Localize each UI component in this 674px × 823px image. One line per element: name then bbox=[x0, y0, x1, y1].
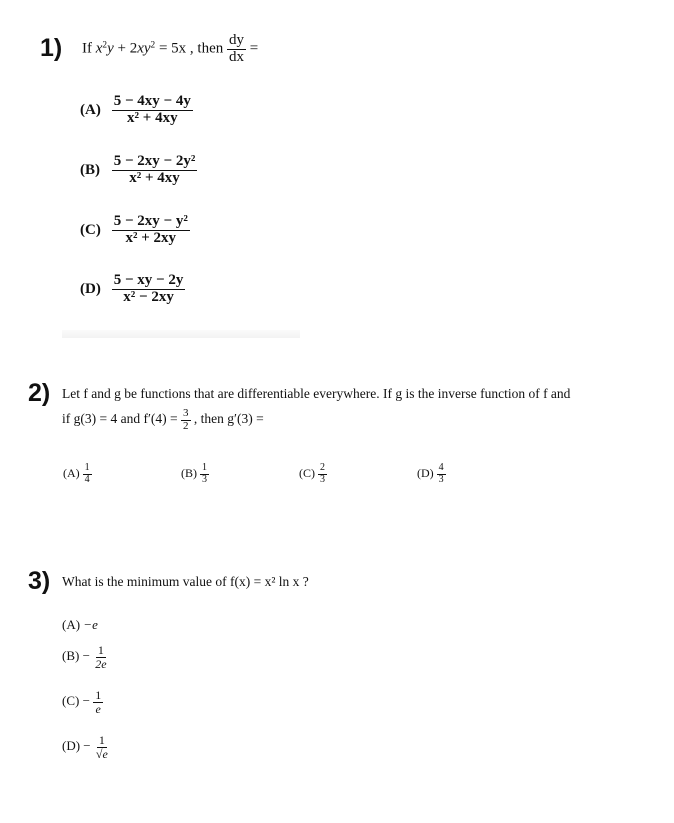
q1-option-c-num: 5 − 2xy − y² bbox=[113, 213, 188, 229]
dy-dx-fraction bbox=[227, 33, 246, 66]
q2-option-b-den: 3 bbox=[202, 473, 207, 485]
q2-option-c-den: 3 bbox=[320, 473, 325, 485]
q1-option-a-den: x² + 4xy bbox=[127, 109, 178, 126]
q3-option-d-num: 1 bbox=[98, 733, 105, 747]
q3-option-c-label: (C) bbox=[62, 693, 80, 709]
question-2-number: 2) bbox=[28, 379, 51, 407]
question-3-stem: What is the minimum value of f(x) = x² ln x ? bbox=[62, 574, 309, 589]
q2-option-a-label: (A) bbox=[63, 465, 80, 480]
q1-option-b-num: 5 − 2xy − 2y² bbox=[113, 153, 196, 169]
q2-stem-frac-num: 3 bbox=[183, 407, 189, 419]
question-3-number: 3) bbox=[28, 567, 51, 595]
q2-option-d-label: (D) bbox=[417, 465, 434, 480]
q3-option-a-value: −e bbox=[83, 617, 98, 632]
q1-option-c-label: (C) bbox=[80, 221, 101, 238]
q2-line2-b: , then g′(3) = bbox=[193, 411, 264, 427]
q1-option-c[interactable] bbox=[80, 214, 190, 247]
q3-option-b-num: 1 bbox=[97, 643, 104, 657]
q1-option-b-label: (B) bbox=[80, 161, 100, 178]
q2-option-a[interactable] bbox=[63, 463, 92, 485]
q2-option-d[interactable] bbox=[417, 463, 446, 485]
q1-option-d-den: x² − 2xy bbox=[123, 288, 174, 305]
q3-option-d-sign: − bbox=[83, 738, 91, 754]
q1-option-d-num: 5 − xy − 2y bbox=[113, 272, 184, 288]
dy-dx-num: dy bbox=[229, 32, 244, 48]
q1-stem-equation: = 5x , then bbox=[158, 40, 224, 57]
q2-option-a-den: 4 bbox=[84, 473, 90, 485]
q2-line2-a: if g(3) = 4 and f′(4) = bbox=[62, 411, 178, 427]
q3-option-c[interactable] bbox=[62, 689, 103, 715]
question-1-number: 1) bbox=[40, 34, 63, 62]
question-2-line2 bbox=[62, 408, 264, 432]
faint-divider bbox=[62, 330, 300, 338]
q2-option-c-label: (C) bbox=[299, 465, 315, 480]
q1-option-a-num: 5 − 4xy − 4y bbox=[113, 93, 191, 109]
dy-dx-den: dx bbox=[229, 48, 244, 65]
q2-stem-frac-den: 2 bbox=[183, 419, 189, 432]
q2-option-b-fraction bbox=[200, 463, 209, 485]
q2-option-d-num: 4 bbox=[438, 462, 444, 473]
q3-option-d-fraction bbox=[94, 734, 110, 760]
q3-option-c-num: 1 bbox=[95, 688, 102, 702]
q2-stem-fraction bbox=[181, 408, 191, 432]
q1-option-c-den: x² + 2xy bbox=[125, 229, 177, 246]
q2-option-c[interactable] bbox=[299, 463, 327, 485]
question-1-stem: If $x^2y + 2xy^2 = 5x$ , then $\frac{dy}{dx}$ = bbox=[82, 32, 259, 65]
q3-option-c-fraction bbox=[93, 689, 103, 715]
q1-option-c-fraction bbox=[112, 214, 190, 247]
q2-option-a-fraction bbox=[83, 463, 92, 485]
q3-option-a[interactable] bbox=[62, 617, 98, 633]
q1-option-d-fraction bbox=[112, 273, 186, 306]
q1-equals: = bbox=[249, 40, 259, 57]
q3-option-c-sign: − bbox=[82, 693, 90, 709]
q2-option-d-fraction bbox=[437, 463, 446, 485]
q3-option-b-label: (B) bbox=[62, 648, 80, 664]
q1-option-a-label: (A) bbox=[80, 101, 101, 118]
q1-stem-if: If bbox=[82, 40, 92, 57]
q1-option-a[interactable] bbox=[80, 94, 193, 127]
q3-option-d-label: (D) bbox=[62, 738, 81, 754]
q3-option-d[interactable] bbox=[62, 734, 110, 760]
q3-option-a-label: (A) bbox=[62, 617, 81, 632]
q3-option-b[interactable] bbox=[62, 644, 109, 670]
q1-option-d[interactable] bbox=[80, 273, 185, 306]
q3-option-c-den: e bbox=[95, 701, 101, 716]
q2-option-b-label: (B) bbox=[181, 465, 197, 480]
q3-option-b-sign: − bbox=[82, 648, 90, 664]
q1-option-a-fraction bbox=[112, 94, 193, 127]
q2-option-c-fraction bbox=[318, 463, 327, 485]
q2-option-c-num: 2 bbox=[320, 462, 325, 473]
q1-option-d-label: (D) bbox=[80, 280, 101, 297]
q3-option-b-den: 2e bbox=[95, 656, 107, 671]
q2-option-b-num: 1 bbox=[202, 462, 207, 473]
q2-option-a-num: 1 bbox=[84, 462, 90, 473]
q2-option-b[interactable] bbox=[181, 463, 209, 485]
q1-option-b[interactable] bbox=[80, 154, 197, 187]
q3-option-d-den: √e bbox=[95, 746, 108, 761]
q1-option-b-den: x² + 4xy bbox=[129, 169, 180, 186]
q3-option-b-fraction bbox=[93, 644, 108, 670]
question-2-line1: Let f and g be functions that are differentiable everywhere. If g is the inverse function of f and bbox=[62, 386, 571, 401]
q1-option-b-fraction bbox=[112, 154, 198, 187]
q2-option-d-den: 3 bbox=[438, 473, 444, 485]
